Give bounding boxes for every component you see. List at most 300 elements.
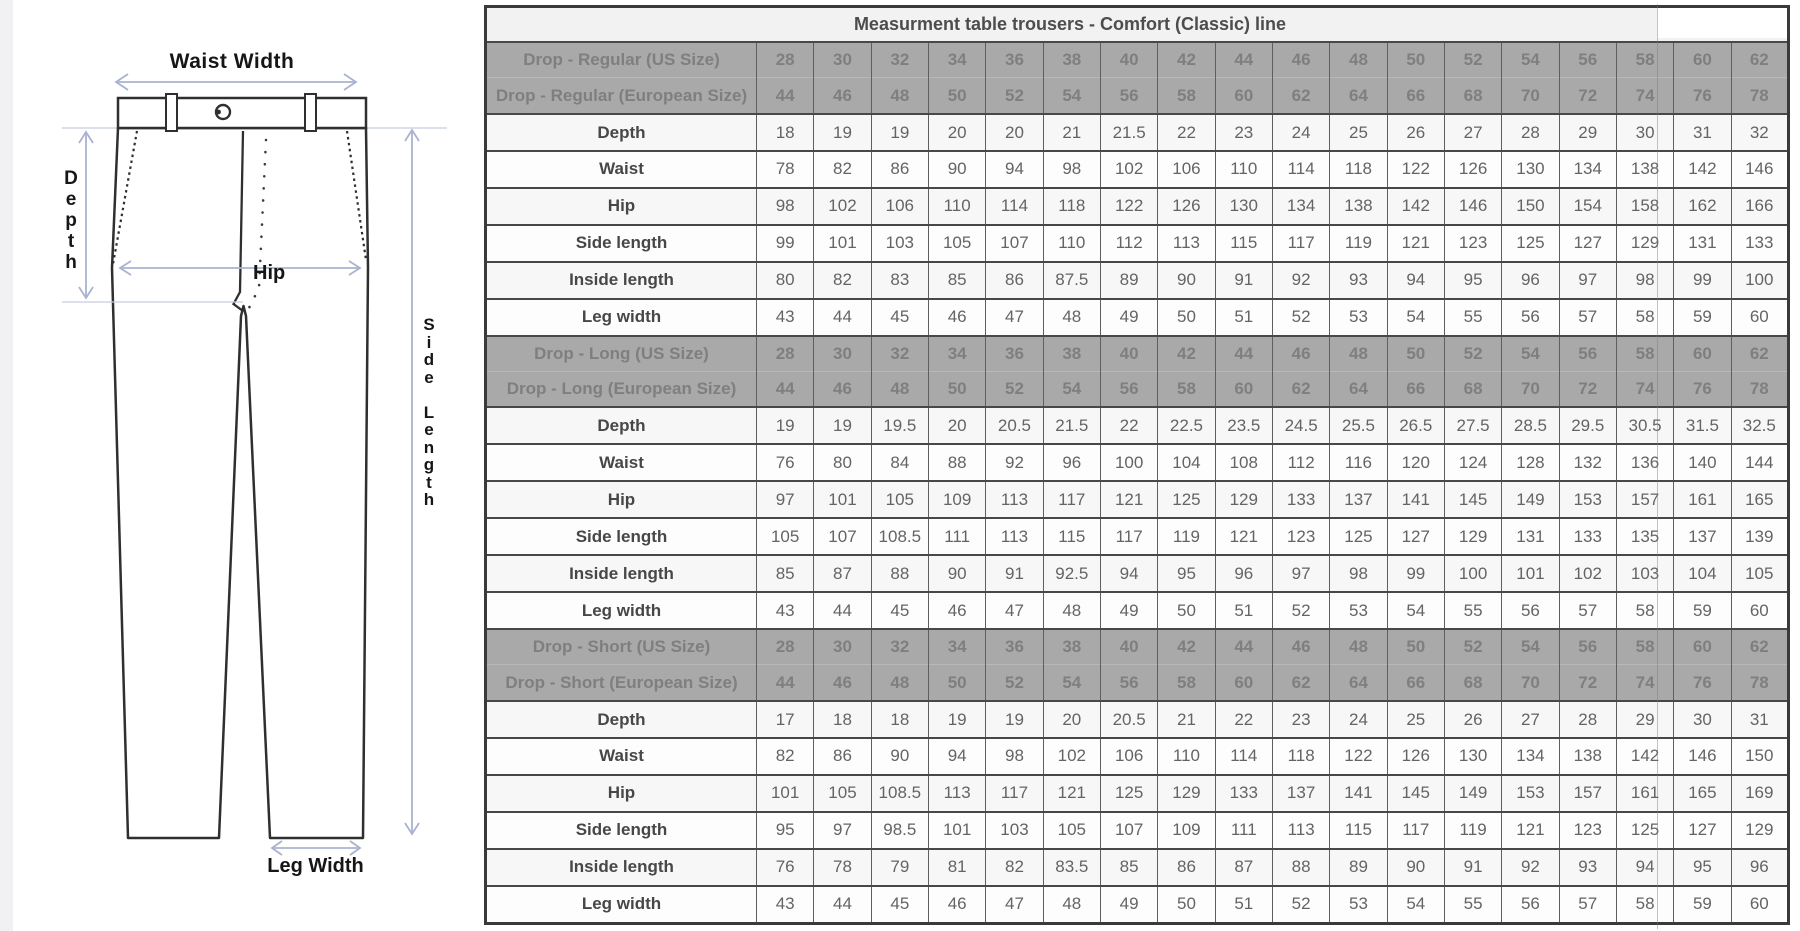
title-empty-cell: [1657, 8, 1787, 38]
row-label: Inside length: [486, 262, 757, 299]
value-cell: 62: [1731, 42, 1788, 78]
value-cell: 153: [1502, 775, 1559, 812]
value-cell: 22.5: [1158, 407, 1215, 444]
value-cell: 64: [1330, 78, 1387, 114]
value-cell: 23.5: [1215, 407, 1272, 444]
value-cell: 59: [1674, 299, 1731, 336]
value-cell: 31.5: [1674, 407, 1731, 444]
value-cell: 52: [1272, 886, 1329, 924]
value-cell: 50: [1387, 42, 1444, 78]
value-cell: 107: [1100, 812, 1157, 849]
value-cell: 136: [1616, 444, 1673, 481]
value-cell: 88: [871, 555, 928, 592]
value-cell: 88: [928, 444, 985, 481]
value-cell: 99: [1387, 555, 1444, 592]
waistband: [118, 98, 366, 128]
row-label: Depth: [486, 701, 757, 738]
value-cell: 78: [814, 849, 871, 886]
value-cell: 64: [1330, 371, 1387, 407]
measurement-row: [486, 812, 1789, 849]
value-cell: 92: [986, 444, 1043, 481]
row-label: Leg width: [486, 299, 757, 336]
value-cell: 76: [1674, 78, 1731, 114]
value-cell: 43: [757, 299, 814, 336]
value-cell: 116: [1330, 444, 1387, 481]
value-cell: 166: [1731, 188, 1788, 225]
size-row-us: [486, 629, 1789, 665]
value-cell: 45: [871, 299, 928, 336]
value-cell: 141: [1387, 481, 1444, 518]
value-cell: 90: [928, 151, 985, 188]
value-cell: 86: [814, 738, 871, 775]
value-cell: 130: [1502, 151, 1559, 188]
row-label: Drop - Regular (US Size): [486, 42, 757, 78]
measurement-row: [486, 262, 1789, 299]
depth-label: D e p t h: [64, 168, 78, 273]
value-cell: 117: [1387, 812, 1444, 849]
value-cell: 44: [814, 592, 871, 629]
value-cell: 102: [814, 188, 871, 225]
value-cell: 82: [986, 849, 1043, 886]
value-cell: 110: [1158, 738, 1215, 775]
value-cell: 22: [1100, 407, 1157, 444]
value-cell: 129: [1616, 225, 1673, 262]
value-cell: 24: [1272, 114, 1329, 151]
value-cell: 60: [1215, 78, 1272, 114]
value-cell: 50: [928, 371, 985, 407]
measurement-row: [486, 188, 1789, 225]
value-cell: 104: [1674, 555, 1731, 592]
value-cell: 62: [1272, 371, 1329, 407]
value-cell: 54: [1502, 336, 1559, 372]
value-cell: 45: [871, 592, 928, 629]
value-cell: 19: [986, 701, 1043, 738]
value-cell: 89: [1100, 262, 1157, 299]
value-cell: 38: [1043, 42, 1100, 78]
value-cell: 138: [1559, 738, 1616, 775]
value-cell: 109: [1158, 812, 1215, 849]
value-cell: 138: [1330, 188, 1387, 225]
value-cell: 52: [1444, 42, 1501, 78]
value-cell: 19: [928, 701, 985, 738]
value-cell: 27: [1502, 701, 1559, 738]
value-cell: 139: [1731, 518, 1788, 555]
value-cell: 56: [1502, 299, 1559, 336]
value-cell: 52: [986, 665, 1043, 701]
value-cell: 40: [1100, 42, 1157, 78]
value-cell: 44: [757, 371, 814, 407]
value-cell: 27.5: [1444, 407, 1501, 444]
measurement-row: [486, 518, 1789, 555]
measurement-row: [486, 886, 1789, 924]
value-cell: 145: [1444, 481, 1501, 518]
value-cell: 58: [1616, 629, 1673, 665]
value-cell: 110: [1215, 151, 1272, 188]
value-cell: 90: [871, 738, 928, 775]
value-cell: 72: [1559, 665, 1616, 701]
value-cell: 62: [1272, 78, 1329, 114]
value-cell: 64: [1330, 665, 1387, 701]
value-cell: 108.5: [871, 518, 928, 555]
side-length-arrow: [405, 130, 419, 834]
value-cell: 96: [1043, 444, 1100, 481]
value-cell: 53: [1330, 592, 1387, 629]
value-cell: 56: [1559, 336, 1616, 372]
value-cell: 18: [814, 701, 871, 738]
value-cell: 117: [1272, 225, 1329, 262]
value-cell: 122: [1387, 151, 1444, 188]
value-cell: 101: [1502, 555, 1559, 592]
value-cell: 108.5: [871, 775, 928, 812]
value-cell: 118: [1043, 188, 1100, 225]
value-cell: 80: [757, 262, 814, 299]
value-cell: 42: [1158, 336, 1215, 372]
measurement-row: [486, 299, 1789, 336]
value-cell: 62: [1731, 336, 1788, 372]
value-cell: 138: [1616, 151, 1673, 188]
measurement-row: [486, 555, 1789, 592]
value-cell: 49: [1100, 299, 1157, 336]
table-title-row: [486, 7, 1789, 43]
value-cell: 131: [1502, 518, 1559, 555]
value-cell: 92.5: [1043, 555, 1100, 592]
row-label: Waist: [486, 444, 757, 481]
value-cell: 105: [871, 481, 928, 518]
value-cell: 112: [1100, 225, 1157, 262]
value-cell: 133: [1559, 518, 1616, 555]
value-cell: 124: [1444, 444, 1501, 481]
value-cell: 48: [1330, 336, 1387, 372]
value-cell: 129: [1158, 775, 1215, 812]
value-cell: 103: [871, 225, 928, 262]
value-cell: 58: [1616, 42, 1673, 78]
value-cell: 38: [1043, 336, 1100, 372]
value-cell: 58: [1616, 592, 1673, 629]
value-cell: 46: [1272, 42, 1329, 78]
value-cell: 94: [1100, 555, 1157, 592]
row-label: Inside length: [486, 849, 757, 886]
value-cell: 146: [1674, 738, 1731, 775]
value-cell: 44: [814, 886, 871, 924]
value-cell: 60: [1731, 886, 1788, 924]
row-label: Hip: [486, 775, 757, 812]
value-cell: 62: [1731, 629, 1788, 665]
value-cell: 76: [757, 444, 814, 481]
value-cell: 60: [1215, 371, 1272, 407]
value-cell: 46: [928, 592, 985, 629]
value-cell: 42: [1158, 42, 1215, 78]
value-cell: 94: [928, 738, 985, 775]
row-label: Inside length: [486, 555, 757, 592]
value-cell: 32.5: [1731, 407, 1788, 444]
value-cell: 50: [928, 78, 985, 114]
value-cell: 154: [1559, 188, 1616, 225]
value-cell: 144: [1731, 444, 1788, 481]
value-cell: 107: [814, 518, 871, 555]
row-label: Drop - Long (European Size): [486, 371, 757, 407]
measurement-row: [486, 444, 1789, 481]
value-cell: 53: [1330, 886, 1387, 924]
value-cell: 58: [1616, 299, 1673, 336]
trousers-drawing: [0, 0, 480, 931]
value-cell: 60: [1215, 665, 1272, 701]
value-cell: 100: [1731, 262, 1788, 299]
value-cell: 87: [814, 555, 871, 592]
value-cell: 150: [1731, 738, 1788, 775]
value-cell: 127: [1559, 225, 1616, 262]
row-label: Hip: [486, 481, 757, 518]
value-cell: 108: [1215, 444, 1272, 481]
row-label: Depth: [486, 407, 757, 444]
size-row-eu: [486, 78, 1789, 114]
value-cell: 120: [1387, 444, 1444, 481]
value-cell: 46: [928, 886, 985, 924]
row-label: Depth: [486, 114, 757, 151]
value-cell: 90: [928, 555, 985, 592]
value-cell: 46: [814, 371, 871, 407]
value-cell: 54: [1387, 299, 1444, 336]
value-cell: 105: [1731, 555, 1788, 592]
value-cell: 118: [1272, 738, 1329, 775]
value-cell: 50: [1158, 299, 1215, 336]
value-cell: 113: [1158, 225, 1215, 262]
waist-width-label: Waist Width: [169, 50, 295, 73]
value-cell: 70: [1502, 78, 1559, 114]
value-cell: 102: [1100, 151, 1157, 188]
value-cell: 157: [1616, 481, 1673, 518]
value-cell: 18: [757, 114, 814, 151]
value-cell: 51: [1215, 299, 1272, 336]
value-cell: 19: [757, 407, 814, 444]
value-cell: 30: [814, 629, 871, 665]
value-cell: 88: [1272, 849, 1329, 886]
value-cell: 98: [1043, 151, 1100, 188]
value-cell: 48: [1043, 299, 1100, 336]
value-cell: 32: [871, 42, 928, 78]
value-cell: 78: [757, 151, 814, 188]
value-cell: 103: [1616, 555, 1673, 592]
value-cell: 126: [1444, 151, 1501, 188]
value-cell: 43: [757, 886, 814, 924]
value-cell: 58: [1158, 78, 1215, 114]
value-cell: 52: [1272, 592, 1329, 629]
value-cell: 44: [814, 299, 871, 336]
row-label: Side length: [486, 518, 757, 555]
value-cell: 72: [1559, 78, 1616, 114]
value-cell: 20: [1043, 701, 1100, 738]
value-cell: 52: [986, 78, 1043, 114]
value-cell: 95: [1674, 849, 1731, 886]
value-cell: 25: [1330, 114, 1387, 151]
measurement-table-wrap: [484, 5, 1790, 925]
value-cell: 59: [1674, 592, 1731, 629]
value-cell: 100: [1444, 555, 1501, 592]
measurement-row: [486, 481, 1789, 518]
value-cell: 21: [1158, 701, 1215, 738]
value-cell: 54: [1502, 629, 1559, 665]
value-cell: 133: [1731, 225, 1788, 262]
value-cell: 29: [1559, 114, 1616, 151]
value-cell: 31: [1731, 701, 1788, 738]
value-cell: 90: [1158, 262, 1215, 299]
value-cell: 22: [1158, 114, 1215, 151]
value-cell: 20: [928, 407, 985, 444]
value-cell: 24.5: [1272, 407, 1329, 444]
value-cell: 123: [1444, 225, 1501, 262]
value-cell: 93: [1559, 849, 1616, 886]
value-cell: 42: [1158, 629, 1215, 665]
value-cell: 56: [1100, 371, 1157, 407]
value-cell: 97: [757, 481, 814, 518]
value-cell: 79: [871, 849, 928, 886]
value-cell: 48: [871, 665, 928, 701]
value-cell: 85: [928, 262, 985, 299]
value-cell: 123: [1272, 518, 1329, 555]
value-cell: 128: [1502, 444, 1559, 481]
value-cell: 115: [1330, 812, 1387, 849]
value-cell: 111: [1215, 812, 1272, 849]
value-cell: 84: [871, 444, 928, 481]
value-cell: 129: [1215, 481, 1272, 518]
value-cell: 129: [1444, 518, 1501, 555]
row-label: Drop - Long (US Size): [486, 336, 757, 372]
value-cell: 32: [871, 336, 928, 372]
value-cell: 50: [1387, 629, 1444, 665]
value-cell: 70: [1502, 371, 1559, 407]
row-label: Waist: [486, 151, 757, 188]
value-cell: 115: [1043, 518, 1100, 555]
waist-width-arrow: [116, 74, 356, 90]
value-cell: 58: [1616, 336, 1673, 372]
value-cell: 34: [928, 336, 985, 372]
value-cell: 50: [928, 665, 985, 701]
value-cell: 97: [814, 812, 871, 849]
value-cell: 137: [1674, 518, 1731, 555]
value-cell: 44: [1215, 42, 1272, 78]
value-cell: 47: [986, 886, 1043, 924]
value-cell: 104: [1158, 444, 1215, 481]
measurement-row: [486, 407, 1789, 444]
value-cell: 46: [1272, 336, 1329, 372]
value-cell: 27: [1444, 114, 1501, 151]
value-cell: 141: [1330, 775, 1387, 812]
measurement-row: [486, 225, 1789, 262]
value-cell: 49: [1100, 592, 1157, 629]
value-cell: 20.5: [986, 407, 1043, 444]
value-cell: 36: [986, 629, 1043, 665]
value-cell: 119: [1158, 518, 1215, 555]
value-cell: 26: [1444, 701, 1501, 738]
value-cell: 113: [1272, 812, 1329, 849]
value-cell: 103: [986, 812, 1043, 849]
value-cell: 133: [1272, 481, 1329, 518]
value-cell: 111: [928, 518, 985, 555]
size-row-us: [486, 42, 1789, 78]
value-cell: 78: [1731, 665, 1788, 701]
value-cell: 157: [1559, 775, 1616, 812]
row-label: Drop - Short (European Size): [486, 665, 757, 701]
side-length-label: S i d e L e n g t h: [423, 315, 435, 509]
value-cell: 86: [1158, 849, 1215, 886]
value-cell: 137: [1272, 775, 1329, 812]
value-cell: 68: [1444, 78, 1501, 114]
value-cell: 142: [1674, 151, 1731, 188]
value-cell: 49: [1100, 886, 1157, 924]
value-cell: 118: [1330, 151, 1387, 188]
value-cell: 48: [871, 78, 928, 114]
value-cell: 68: [1444, 371, 1501, 407]
value-cell: 121: [1215, 518, 1272, 555]
value-cell: 59: [1674, 886, 1731, 924]
value-cell: 97: [1272, 555, 1329, 592]
measurement-table: [484, 5, 1790, 925]
value-cell: 44: [1215, 336, 1272, 372]
value-cell: 74: [1616, 665, 1673, 701]
belt-loop-left: [166, 94, 177, 131]
value-cell: 115: [1215, 225, 1272, 262]
value-cell: 25: [1387, 701, 1444, 738]
value-cell: 46: [1272, 629, 1329, 665]
value-cell: 34: [928, 42, 985, 78]
value-cell: 105: [928, 225, 985, 262]
value-cell: 54: [1387, 592, 1444, 629]
value-cell: 30: [1616, 114, 1673, 151]
value-cell: 47: [986, 592, 1043, 629]
value-cell: 149: [1502, 481, 1559, 518]
waist-button-dot: [216, 110, 221, 115]
value-cell: 54: [1043, 371, 1100, 407]
value-cell: 81: [928, 849, 985, 886]
value-cell: 74: [1616, 78, 1673, 114]
value-cell: 112: [1272, 444, 1329, 481]
value-cell: 101: [814, 225, 871, 262]
value-cell: 102: [1043, 738, 1100, 775]
value-cell: 68: [1444, 665, 1501, 701]
value-cell: 98.5: [871, 812, 928, 849]
value-cell: 23: [1215, 114, 1272, 151]
value-cell: 25.5: [1330, 407, 1387, 444]
value-cell: 40: [1100, 629, 1157, 665]
leg-width-arrow: [272, 841, 360, 855]
leg-width-label: Leg Width: [267, 855, 364, 877]
value-cell: 85: [1100, 849, 1157, 886]
value-cell: 117: [1100, 518, 1157, 555]
value-cell: 51: [1215, 592, 1272, 629]
value-cell: 28: [757, 336, 814, 372]
value-cell: 117: [1043, 481, 1100, 518]
value-cell: 83.5: [1043, 849, 1100, 886]
measurement-row: [486, 592, 1789, 629]
value-cell: 127: [1674, 812, 1731, 849]
value-cell: 58: [1616, 886, 1673, 924]
value-cell: 123: [1559, 812, 1616, 849]
value-cell: 24: [1330, 701, 1387, 738]
value-cell: 122: [1330, 738, 1387, 775]
value-cell: 97: [1559, 262, 1616, 299]
value-cell: 30: [814, 336, 871, 372]
value-cell: 38: [1043, 629, 1100, 665]
value-cell: 105: [814, 775, 871, 812]
value-cell: 26: [1387, 114, 1444, 151]
value-cell: 55: [1444, 886, 1501, 924]
value-cell: 56: [1559, 42, 1616, 78]
row-label: Drop - Regular (European Size): [486, 78, 757, 114]
value-cell: 44: [757, 78, 814, 114]
value-cell: 56: [1100, 78, 1157, 114]
value-cell: 18: [871, 701, 928, 738]
value-cell: 146: [1444, 188, 1501, 225]
value-cell: 52: [1272, 299, 1329, 336]
